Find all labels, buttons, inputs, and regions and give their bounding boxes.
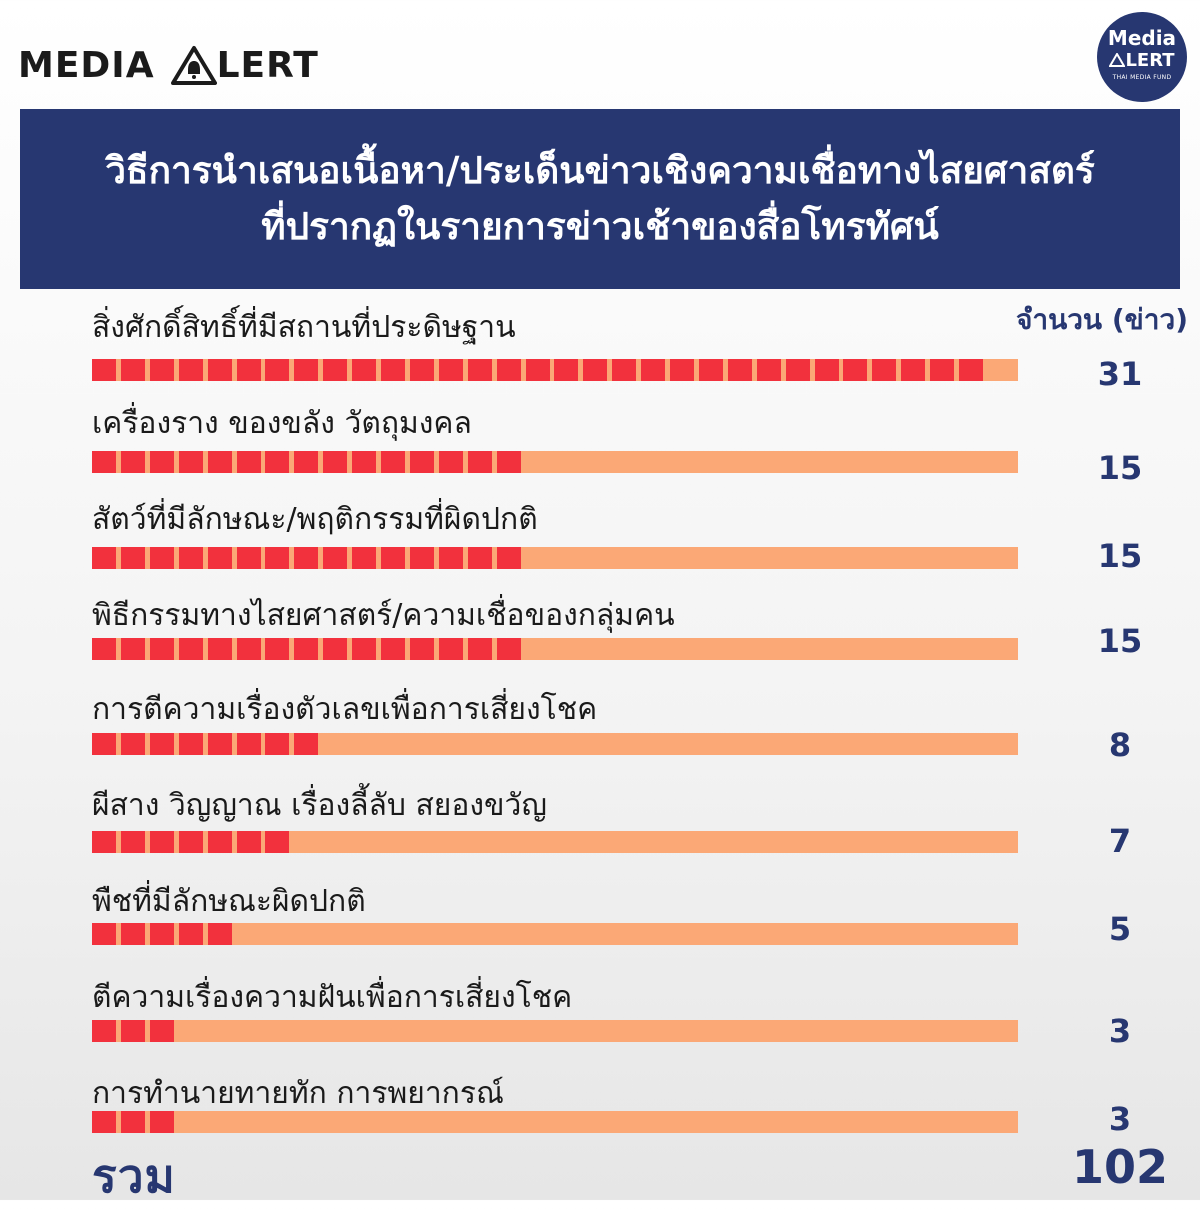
bar-segment bbox=[121, 831, 145, 853]
bar-track bbox=[92, 451, 1018, 473]
bar-segment bbox=[468, 359, 492, 381]
bar-category-label: การตีความเรื่องตัวเลขเพื่อการเสี่ยงโชค bbox=[92, 692, 598, 727]
bar-value-label: 31 bbox=[1097, 355, 1143, 393]
bar-value-label: 8 bbox=[1108, 726, 1132, 764]
bar-segment bbox=[468, 451, 492, 473]
bar-segment bbox=[497, 638, 521, 660]
bar-segment bbox=[121, 1111, 145, 1133]
bar-segment bbox=[179, 547, 203, 569]
bar-segment bbox=[92, 1111, 116, 1133]
bar-segment bbox=[410, 547, 434, 569]
bar-track bbox=[92, 923, 1018, 945]
bar-category-label: พืชที่มีลักษณะผิดปกติ bbox=[92, 884, 366, 919]
chart-title-line1: วิธีการนำเสนอเนื้อหา/ประเด็นข่าวเชิงความเชื่อทางไสยศาสตร์ bbox=[105, 149, 1095, 192]
bar-segment bbox=[121, 359, 145, 381]
bar-segment bbox=[208, 547, 232, 569]
total-value: 102 bbox=[1071, 1140, 1169, 1194]
bar-segment bbox=[92, 638, 116, 660]
bar-segment bbox=[381, 638, 405, 660]
bar-segment bbox=[381, 451, 405, 473]
bar-segment bbox=[294, 359, 318, 381]
bar-segment bbox=[352, 451, 376, 473]
bar-segment bbox=[208, 923, 232, 945]
bar-segment bbox=[179, 733, 203, 755]
bar-segment bbox=[757, 359, 781, 381]
bar-category-label: สัตว์ที่มีลักษณะ/พฤติกรรมที่ผิดปกติ bbox=[92, 502, 538, 537]
bar-segment bbox=[179, 359, 203, 381]
bar-segment bbox=[468, 547, 492, 569]
bar-segment bbox=[959, 359, 983, 381]
bar-segment bbox=[294, 638, 318, 660]
badge-line3: THAI MEDIA FUND bbox=[1112, 74, 1172, 81]
bar-segment bbox=[179, 831, 203, 853]
bar-segment bbox=[265, 831, 289, 853]
bar-segment bbox=[150, 1020, 174, 1042]
bar-segment bbox=[294, 733, 318, 755]
bar-segment bbox=[121, 733, 145, 755]
bar-segment bbox=[237, 547, 261, 569]
bar-segment bbox=[265, 359, 289, 381]
bar-track bbox=[92, 638, 1018, 660]
bar-segment bbox=[699, 359, 723, 381]
bar-value-label: 7 bbox=[1108, 822, 1132, 860]
bar-track bbox=[92, 831, 1018, 853]
bar-segment bbox=[497, 451, 521, 473]
bar-segment bbox=[237, 831, 261, 853]
bar-segment bbox=[294, 547, 318, 569]
bar-value-label: 5 bbox=[1108, 910, 1132, 948]
bar-segment bbox=[439, 638, 463, 660]
bar-segment bbox=[439, 547, 463, 569]
bar-segment bbox=[497, 547, 521, 569]
bar-segment bbox=[121, 638, 145, 660]
bar-segment bbox=[92, 359, 116, 381]
chart-title-line2: ที่ปรากฏในรายการข่าวเช้าของสื่อโทรทัศน์ bbox=[261, 205, 939, 248]
bar-segment bbox=[381, 547, 405, 569]
bar-segment bbox=[92, 547, 116, 569]
bar-category-label: เครื่องราง ของขลัง วัตถุมงคล bbox=[92, 406, 472, 441]
bar-segment bbox=[352, 638, 376, 660]
bar-segment bbox=[150, 638, 174, 660]
bar-value-label: 3 bbox=[1108, 1100, 1132, 1138]
badge-line2-text: LERT bbox=[1125, 50, 1175, 71]
bar-segment bbox=[410, 359, 434, 381]
bar-segment bbox=[92, 831, 116, 853]
media-alert-logo bbox=[18, 40, 319, 90]
bar-segment bbox=[92, 451, 116, 473]
bar-segment bbox=[294, 451, 318, 473]
bar-segment bbox=[208, 451, 232, 473]
bar-segment bbox=[150, 451, 174, 473]
bar-segment bbox=[208, 831, 232, 853]
bar-segment bbox=[265, 733, 289, 755]
bar-segment bbox=[237, 733, 261, 755]
bar-track bbox=[92, 1111, 1018, 1133]
bar-segment bbox=[121, 451, 145, 473]
bar-segment bbox=[121, 923, 145, 945]
bar-segment bbox=[930, 359, 954, 381]
brand-text-media: MEDIA bbox=[18, 44, 155, 86]
badge-line2 bbox=[1097, 50, 1187, 71]
brand-text-lert: LERT bbox=[216, 44, 319, 86]
bar-segment bbox=[150, 1111, 174, 1133]
bar-segment bbox=[381, 359, 405, 381]
bar-segment bbox=[265, 451, 289, 473]
bar-segment bbox=[612, 359, 636, 381]
bar-segment bbox=[237, 359, 261, 381]
bar-segment bbox=[179, 451, 203, 473]
bar-segment bbox=[92, 1020, 116, 1042]
warning-bell-triangle-icon bbox=[171, 45, 217, 85]
bar-segment bbox=[323, 638, 347, 660]
bar-track bbox=[92, 547, 1018, 569]
bar-segment bbox=[901, 359, 925, 381]
bar-value-label: 15 bbox=[1097, 449, 1143, 487]
bar-segment bbox=[150, 831, 174, 853]
bar-segment bbox=[728, 359, 752, 381]
bar-segment bbox=[583, 359, 607, 381]
bar-segment bbox=[323, 547, 347, 569]
bar-category-label: ตีความเรื่องความฝันเพื่อการเสี่ยงโชค bbox=[92, 980, 573, 1015]
bar-segment bbox=[439, 451, 463, 473]
bar-segment bbox=[497, 359, 521, 381]
unit-label: จำนวน (ข่าว) bbox=[1015, 303, 1188, 336]
bar-segment bbox=[410, 638, 434, 660]
bar-segment bbox=[208, 733, 232, 755]
badge-line1: Media bbox=[1107, 26, 1177, 50]
bar-category-label: ผีสาง วิญญาณ เรื่องลี้ลับ สยองขวัญ bbox=[92, 788, 547, 823]
bar-segment bbox=[92, 923, 116, 945]
bar-segment bbox=[121, 547, 145, 569]
bar-segment bbox=[121, 1020, 145, 1042]
bar-segment bbox=[208, 638, 232, 660]
bar-category-label: การทำนายทายทัก การพยากรณ์ bbox=[92, 1076, 504, 1111]
bar-segment bbox=[150, 359, 174, 381]
bar-segment bbox=[843, 359, 867, 381]
bar-segment bbox=[815, 359, 839, 381]
bar-segment bbox=[150, 923, 174, 945]
bar-segment bbox=[468, 638, 492, 660]
bar-value-label: 15 bbox=[1097, 537, 1143, 575]
bar-segment bbox=[526, 359, 550, 381]
bar-value-label: 3 bbox=[1108, 1012, 1132, 1050]
bar-segment bbox=[92, 733, 116, 755]
bar-segment bbox=[150, 733, 174, 755]
bar-segment bbox=[179, 638, 203, 660]
chart-title-banner bbox=[20, 109, 1180, 289]
bar-segment bbox=[410, 451, 434, 473]
bar-category-label: พิธีกรรมทางไสยศาสตร์/ความเชื่อของกลุ่มคน bbox=[92, 598, 675, 633]
bar-segment bbox=[237, 638, 261, 660]
total-label: รวม bbox=[92, 1149, 176, 1203]
bar-segment bbox=[352, 359, 376, 381]
media-alert-badge bbox=[1097, 12, 1187, 102]
bar-segment bbox=[265, 638, 289, 660]
bar-segment bbox=[352, 547, 376, 569]
bar-category-label: สิ่งศักดิ์สิทธิ์ที่มีสถานที่ประดิษฐาน bbox=[92, 310, 516, 345]
bar-segment bbox=[208, 359, 232, 381]
bar-segment bbox=[265, 547, 289, 569]
bar-track bbox=[92, 733, 1018, 755]
bar-segment bbox=[641, 359, 665, 381]
bar-segment bbox=[554, 359, 578, 381]
bar-segment bbox=[179, 923, 203, 945]
bar-segment bbox=[323, 451, 347, 473]
bar-segment bbox=[439, 359, 463, 381]
bar-value-label: 15 bbox=[1097, 622, 1143, 660]
bar-segment bbox=[786, 359, 810, 381]
bar-segment bbox=[872, 359, 896, 381]
bar-segment bbox=[237, 451, 261, 473]
bar-track bbox=[92, 1020, 1018, 1042]
warning-triangle-icon bbox=[1109, 53, 1125, 67]
bar-segment bbox=[150, 547, 174, 569]
bar-segment bbox=[670, 359, 694, 381]
bar-segment bbox=[323, 359, 347, 381]
bar-track bbox=[92, 359, 1018, 381]
